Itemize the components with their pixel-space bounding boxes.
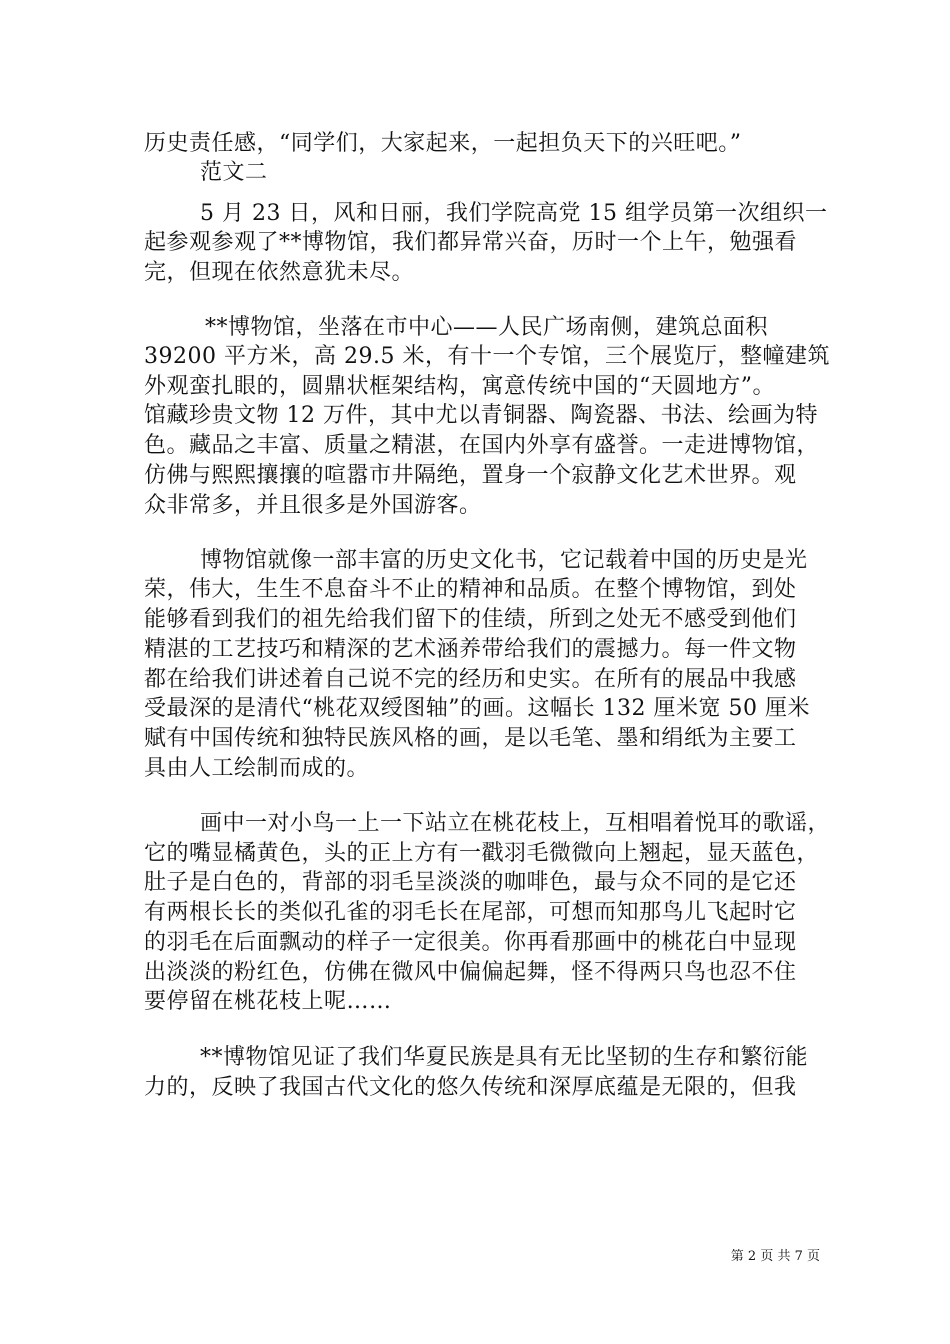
page-footer: 第 2 页 共 7 页 [730, 1249, 820, 1264]
text-line-26: 出淡淡的粉红色，仿佛在微风中偏偏起舞，怪不得两只鸟也忍不住 [144, 960, 797, 985]
text-line-24: 有两根长长的类似孔雀的羽毛长在尾部，可想而知那鸟儿飞起时它 [144, 900, 797, 925]
text-line-10: 色。藏品之丰富、质量之精湛，在国内外享有盛誉。一走进博物馆， [144, 433, 820, 458]
text-line-17: 都在给我们讲述着自己说不完的经历和史实。在所有的展品中我感 [144, 667, 797, 692]
text-line-9: 馆藏珍贵文物 12 万件，其中尤以青铜器、陶瓷器、书法、绘画为特 [144, 403, 818, 428]
text-line-8: 外观蛮扎眼的，圆鼎状框架结构，寓意传统中国的“天圆地方”。 [144, 374, 775, 399]
text-line-21: 画中一对小鸟一上一下站立在桃花枝上，互相唱着悦耳的歌谣， [200, 811, 831, 836]
text-line-5: 完，但现在依然意犹未尽。 [144, 260, 415, 285]
text-line-20: 具由人工绘制而成的。 [144, 756, 370, 781]
text-line-16: 精湛的工艺技巧和精深的艺术涵养带给我们的震撼力。每一件文物 [144, 637, 797, 662]
section-heading: 范文二 [200, 160, 268, 185]
text-line-13: 博物馆就像一部丰富的历史文化书，它记载着中国的历史是光 [200, 548, 808, 573]
text-line-14: 荣，伟大，生生不息奋斗不止的精神和品质。在整个博物馆，到处 [144, 577, 797, 602]
text-line-15: 能够看到我们的祖先给我们留下的佳绩，所到之处无不感受到他们 [144, 607, 797, 632]
text-line-23: 肚子是白色的，背部的羽毛呈淡淡的咖啡色，最与众不同的是它还 [144, 870, 797, 895]
text-line-1: 历史责任感，“同学们，大家起来，一起担负天下的兴旺吧。” [144, 131, 742, 156]
text-line-22: 它的嘴显橘黄色，头的正上方有一戳羽毛微微向上翘起，显天蓝色， [144, 841, 820, 866]
text-line-27: 要停留在桃花枝上呢…… [144, 989, 392, 1014]
text-line-4: 起参观参观了**博物馆，我们都异常兴奋，历时一个上午，勉强看 [144, 230, 798, 255]
text-line-11: 仿佛与熙熙攘攘的喧嚣市井隔绝，置身一个寂静文化艺术世界。观 [144, 463, 797, 488]
text-line-18: 受最深的是清代“桃花双绶图轴”的画。这幅长 132 厘米宽 50 厘米 [144, 696, 810, 721]
text-line-28: **博物馆见证了我们华夏民族是具有无比坚韧的生存和繁衍能 [200, 1045, 809, 1070]
text-line-12: 众非常多，并且很多是外国游客。 [144, 493, 482, 518]
text-line-7: 39200 平方米，高 29.5 米，有十一个专馆，三个展览厅，整幢建筑 [144, 344, 830, 369]
text-line-25: 的羽毛在后面飘动的样子一定很美。你再看那画中的桃花白中显现 [144, 930, 797, 955]
text-line-29: 力的，反映了我国古代文化的悠久传统和深厚底蕴是无限的，但我 [144, 1075, 797, 1100]
text-line-6: **博物馆，坐落在市中心——人民广场南侧，建筑总面积 [205, 315, 769, 340]
text-line-3: 5 月 23 日，风和日丽，我们学院高党 15 组学员第一次组织一 [200, 201, 828, 226]
text-line-19: 赋有中国传统和独特民族风格的画，是以毛笔、墨和绢纸为主要工 [144, 726, 797, 751]
